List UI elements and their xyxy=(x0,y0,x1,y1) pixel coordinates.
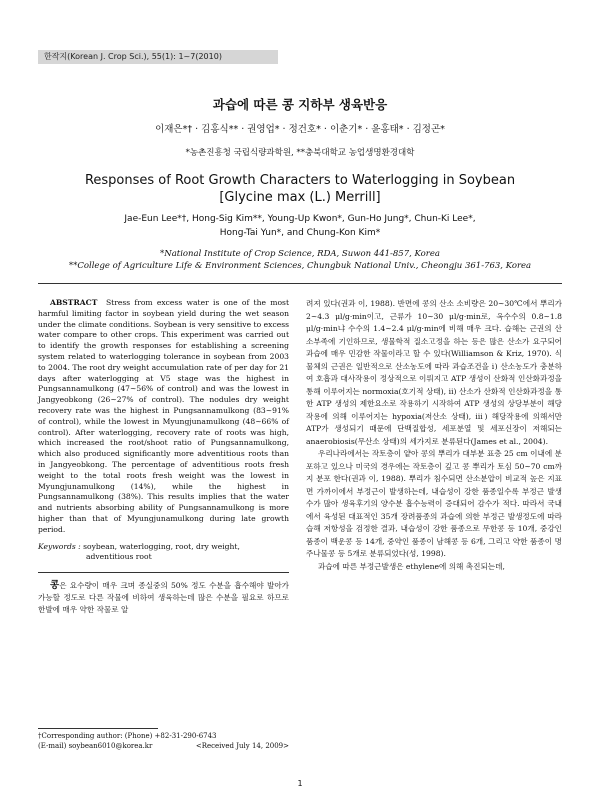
footnote-received: <Received July 14, 2009> xyxy=(195,742,289,750)
korean-title: 과습에 따른 콩 지하부 생육반응 xyxy=(212,97,388,112)
right-paragraph-3: 과습에 따른 부정근발생은 ethylene에 의해 촉진되는데, xyxy=(318,561,505,571)
left-column xyxy=(38,298,289,616)
english-title-line2: [Glycine max (L.) Merrill] xyxy=(219,190,381,205)
keywords-line1: soybean, waterlogging, root, dry weight, xyxy=(83,541,240,551)
korean-intro-text: 은 요수량이 매우 크며 종실중의 50% 정도 수분을 흡수해야 발아가 가능할 정도로 다른 작물에 비하여 생육하는데 많은 수분을 필요로 하므로 한발에 매우 약한 작물로 알 xyxy=(38,581,289,615)
english-authors-line1: Jae-Eun Lee*†, Hong-Sig Kim**, Young-Up Kwon*, Gun-Ho Jung*, Chun-Ki Lee*, xyxy=(124,214,476,224)
korean-affiliation: *농촌진흥청 국립식량과학원, **충북대학교 농업생명환경대학 xyxy=(185,148,415,158)
abstract-text: Stress from excess water is one of the most harmful limiting factor in soybean yield during the wet season under the climate conditions. Soybean is very sensitive to excess water compare to other crops. This experiment was carried out to identify the growth responses for establishing a screening system related to waterlogging tolerance in soybean from 2003 to 2004. The root dry weight accumulation rate of per day for 21 days after waterlogging at V5 stage was the highest in Pungsannamulkong (47~56% of control) and was the lowest in Jangyeobkong (26~27% of control). The nodules dry weight recovery rate was the highest in Pungsannamulkong (83~91% of control), while the lowest in Myungjunamulkong (48~66% of control). After waterlogging, recovery rate of roots was high, which increased the root/shoot ratio of Pungsannamulkong, which also produced significantly more adventitious roots than in Jangyeobkong. The percentage of adventitious roots fresh weight to the total roots fresh weight was the lowest in Myungjunamulkong (14%), while the highest in Pungsannamulkong (38%). This results implies that the water and nutrients absorbing ability of Pungsannamulkong is more higher than that of Myungjunamulkong during late growth period. xyxy=(38,298,290,534)
right-column xyxy=(306,298,562,573)
english-affiliation xyxy=(30,248,570,272)
right-paragraph-1: 려져 있다(권과 이, 1988). 반면에 콩의 산소 소비량은 20~30℃에서 뿌리가 2~4.3 μl/g·min이고, 근류가 10~30 μl/g·min로, 옥수수의 0.8~1.8 μl/g·min냐 수수의 1.4~2.4 μl/g·min에 비해 매우 크다. 습해는 근권의 산소부족에 기인하므로, 생물학적 질소고정을 하는 등은 많은 산소가 요구되어 과습에 매우 민감한 작물이라고 할 수 있다(Williamson & Kriz, 1970). 식물체의 근권은 일반적으로 산소농도에 따라 과습조건을 ⅰ) 산소농도가 충분하여 호흡과 대사작용이 정상적으로 이뤄지고 ATP 생성이 산화적 인산화과정을 통해 이루어지는 normoxia(호기적 상태), ⅱ) 산소가 산화적 인산화과정을 통한 ATP 생성의 제한요소로 작용하기 시작하여 ATP 생성의 상당부분이 해당작용에 의해 이루어지는 hypoxia(저산소 상태), ⅲ) 해당작용에 의해서만 ATP가 생성되기 때문에 단백질합성, 세포분열 및 세포신장이 저해되는 anaerobiosis(무산소 상태)의 세가지로 분류된다(James et al., 2004). xyxy=(306,299,562,446)
english-affiliation-line1: *National Institute of Crop Science, RDA, Suwon 441-857, Korea xyxy=(160,249,440,259)
keywords-line2: adventitious root xyxy=(86,552,152,562)
english-title xyxy=(30,172,570,206)
footnote-email: (E-mail) soybean6010@korea.kr xyxy=(38,742,153,750)
english-authors xyxy=(30,212,570,240)
abstract xyxy=(38,298,289,536)
keywords-label: Keywords : xyxy=(38,541,81,551)
korean-intro xyxy=(38,580,289,616)
keywords xyxy=(38,542,289,564)
footnote-corresponding: †Corresponding author: (Phone) +82-31-290-6743 xyxy=(38,732,217,740)
footnote-divider xyxy=(38,728,158,729)
korean-intro-initial: 콩 xyxy=(50,580,60,592)
footnote xyxy=(38,731,289,751)
english-title-line1: Responses of Root Growth Characters to Waterlogging in Soybean xyxy=(84,173,516,188)
header-divider xyxy=(38,283,562,284)
abstract-label: ABSTRACT xyxy=(50,298,98,307)
page-number: 1 xyxy=(297,779,303,788)
journal-header: 한작지(Korean J. Crop Sci.), 55(1): 1~7(2010) xyxy=(44,52,222,61)
abstract-divider xyxy=(38,572,289,573)
english-authors-line2: Hong-Tai Yun*, and Chung-Kon Kim* xyxy=(219,228,381,238)
korean-authors: 이재은*† · 김홍식** · 권영업* · 정건호* · 이춘기* · 윤홍태* · 김정곤* xyxy=(155,124,445,135)
right-paragraph-2: 우리나라에서는 작토층이 얕아 콩의 뿌리가 대부분 표층 25 cm 이내에 분포하고 있으나 미국의 경우에는 작토층이 깊고 콩 뿌리가 토심 50~70 cm까지 분포 한다(권과 이, 1988). 뿌리가 침수되면 산소분압이 비교적 높은 지표면 가까이에서 부정근이 발생하는데, 내습성이 강한 품종일수록 부정근 발생수가 많아 생육후기의 양수분 흡수능력이 증대되어 감수가 적다. 따라서 국내에서 육성된 대표적인 35개 장려품종의 과습에 의한 부정근 발생정도에 따라 습해 저항성을 검정한 결과, 내습성이 강한 품종으로 무한콩 등 10개, 중강인품종이 백운콩 등 14개, 중약인 품종이 남해콩 등 6개, 그리고 약한 품종이 명주나물콩 등 5개로 분류되었다(성, 1998). xyxy=(306,449,562,558)
english-affiliation-line2: **College of Agriculture Life & Environment Sciences, Chungbuk National Univ., Cheongju 361-763, Korea xyxy=(68,261,532,271)
